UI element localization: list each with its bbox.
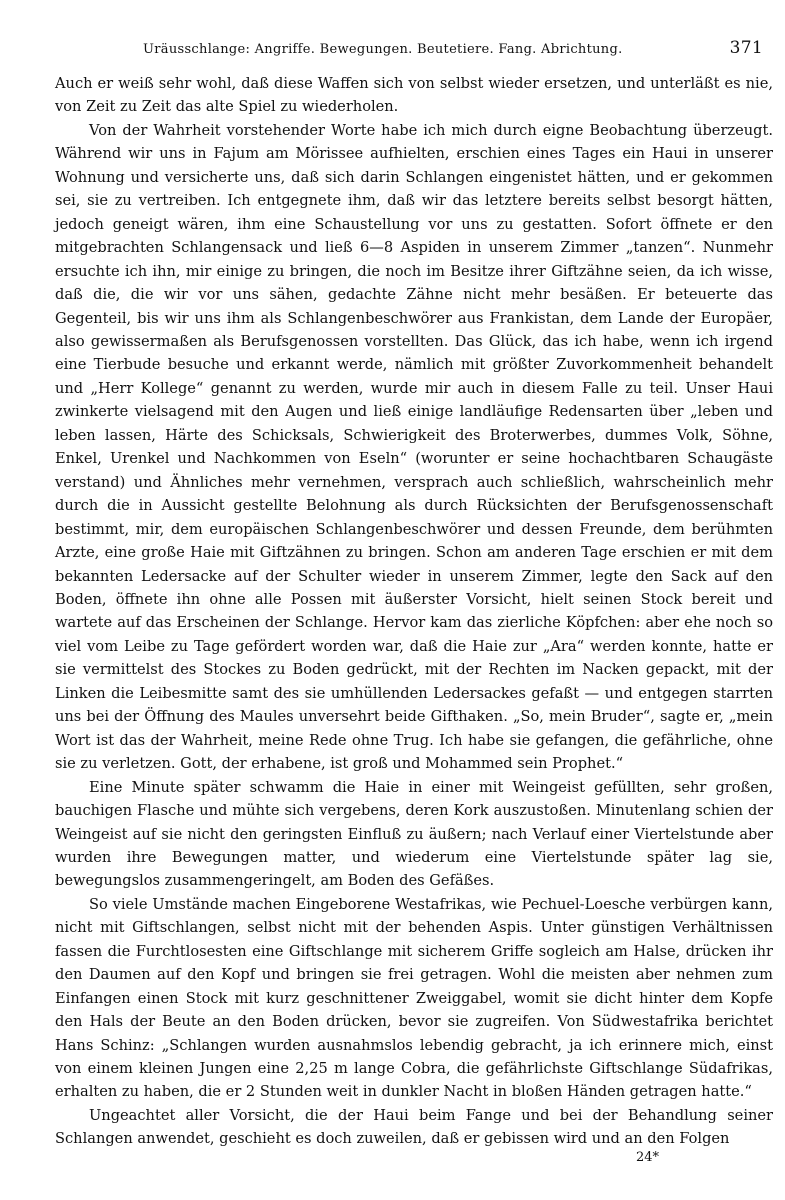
- signature-mark: 24*: [636, 1150, 660, 1165]
- paragraph-1: Auch er weiß sehr wohl, daß diese Waffen sich von selbst wieder ersetzen, und unterläßt es nie, von Zeit zu Zeit das alte Spiel zu wiederholen.: [55, 75, 773, 116]
- page-number: 371: [729, 38, 763, 58]
- paragraph-4: So viele Umstände machen Eingeborene Westafrikas, wie Pechuel-Loesche verbürgen kann, nicht mit Giftschlangen, selbst nicht mit der behenden Aspis. Unter günstigen Verhältnissen fassen die Furchtlosesten eine Giftschlange mit sicherem Griffe sogleich am Halse, drücken ihr den Daumen auf den Kopf und bringen sie frei getragen. Wohl die meisten aber nehmen zum Einfangen einen Stock mit kurz geschnittener Zweiggabel, womit sie dicht hinter dem Kopfe den Hals der Beute an den Boden drücken, bevor sie zugreifen. Von Südwestafrika berichtet Hans Schinz: „Schlangen wurden ausnahmslos lebendig gebracht, ja ich erinnere mich, einst von einem kleinen Jungen eine 2,25 m lange Cobra, die gefährlichste Giftschlange Südafrikas, erhalten zu haben, die er 2 Stunden weit in dunkler Nacht in bloßen Händen getragen hatte.“: [55, 895, 773, 1101]
- body-text: [55, 72, 773, 1151]
- running-title: Uräusschlange: Angriffe. Bewegungen. Beutetiere. Fang. Abrichtung.: [143, 42, 623, 57]
- running-head: [55, 38, 763, 64]
- paragraph-5: Ungeachtet aller Vorsicht, die der Haui beim Fange und bei der Behandlung seiner Schlangen anwendet, geschieht es doch zuweilen, daß er gebissen wird und an den Folgen: [55, 1106, 773, 1148]
- paragraph-2: Von der Wahrheit vorstehender Worte habe ich mich durch eigne Beobachtung überzeugt. Während wir uns in Fajum am Mörissee aufhielten, erschien eines Tages ein Haui in unserer Wohnung und versicherte uns, daß sich darin Schlangen eingenistet hätten, und er gekommen sei, sie zu vertreiben. Ich entgegnete ihm, daß wir das letztere bereits selbst besorgt hätten, jedoch geneigt wären, ihm eine Schaustellung vor uns zu gestatten. Sofort öffnete er den mitgebrachten Schlangensack und ließ 6—8 Aspiden in unserem Zimmer „tanzen“. Nunmehr ersuchte ich ihn, mir einige zu bringen, die noch im Besitze ihrer Giftzähne seien, da ich wisse, daß die, die wir vor uns sähen, gedachte Zähne nicht mehr besäßen. Er beteuerte das Gegenteil, bis wir uns ihm als Schlangenbeschwörer aus Frankistan, dem Lande der Europäer, also gewissermaßen als Berufsgenossen vorstellten. Das Glück, das ich habe, wenn ich irgend eine Tierbude besuche und erkannt werde, nämlich mit größter Zuvorkommenheit behandelt und „Herr Kollege“ genannt zu werden, wurde mir auch in diesem Falle zu teil. Unser Haui zwinkerte vielsagend mit den Augen und ließ einige landläufige Redensarten über „leben und leben lassen, Härte des Schicksals, Schwierigkeit des Broterwerbes, dummes Volk, Söhne, Enkel, Urenkel und Nachkommen von Eseln“ (worunter er seine hochachtbaren Schaugäste verstand) und Ähnliches mehr vernehmen, versprach auch schließlich, wahrscheinlich mehr durch die in Aussicht gestellte Belohnung als durch Rücksichten der Berufsgenossenschaft bestimmt, mir, dem europäischen Schlangenbeschwörer und dessen Freunde, dem berühmten Arzte, eine große Haie mit Giftzähnen zu bringen. Schon am anderen Tage erschien er mit dem bekannten Ledersacke auf der Schulter wieder in unserem Zimmer, legte den Sack auf den Boden, öffnete ihn ohne alle Possen mit äußerster Vorsicht, hielt seinen Stock bereit und wartete auf das Erscheinen der Schlange. Hervor kam das zierliche Köpfchen: aber ehe noch so viel vom Leibe zu Tage gefördert worden war, daß die Haie zur „Ara“ werden konnte, hatte er sie vermittelst des Stockes zu Boden gedrückt, mit der Rechten im Nacken gepackt, mit der Linken die Leibesmitte samt des sie umhüllenden Ledersackes gefaßt — und entgegen starrten uns bei der Öffnung des Maules unversehrt beide Gifthaken. „So, mein Bruder“, sagte er, „mein Wort ist das der Wahrheit, meine Rede ohne Trug. Ich habe sie gefangen, die gefährliche, ohne sie zu verletzen. Gott, der erhabene, ist groß und Mohammed sein Prophet.“: [55, 121, 773, 773]
- paragraph-3: Eine Minute später schwamm die Haie in einer mit Weingeist gefüllten, sehr großen, bauchigen Flasche und mühte sich vergebens, deren Kork auszustoßen. Minutenlang schien der Weingeist auf sie nicht den geringsten Einfluß zu äußern; nach Verlauf einer Viertelstunde aber wurden ihre Bewegungen matter, und wiederum eine Viertelstunde später lag sie, bewegungslos zusammengeringelt, am Boden des Gefäßes.: [55, 778, 773, 890]
